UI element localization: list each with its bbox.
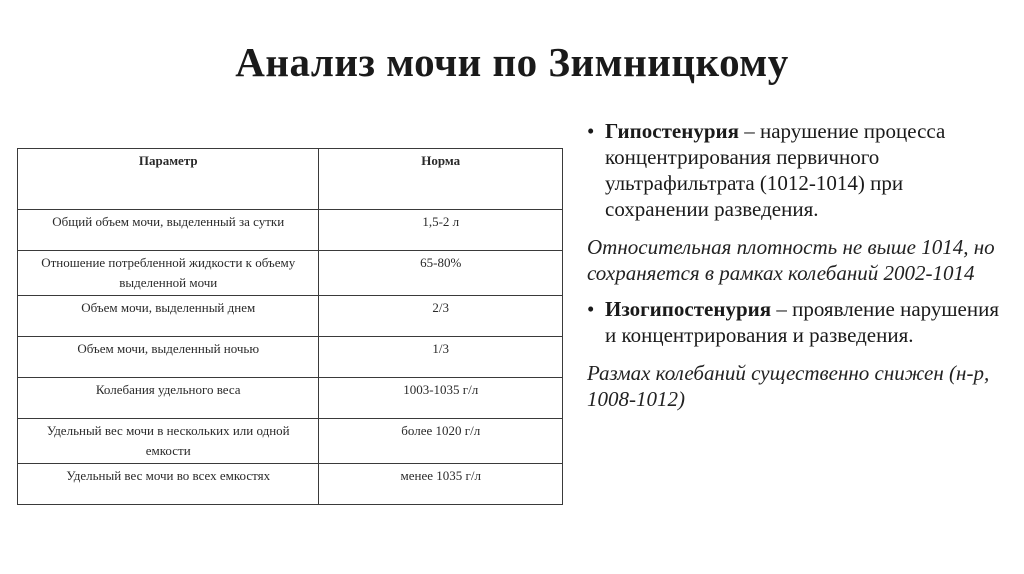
bullet-hyposthenuria bbox=[585, 118, 1005, 222]
parameters-table bbox=[17, 148, 563, 505]
table-cell-parameter: Удельный вес мочи в нескольких или одной емкости bbox=[18, 419, 319, 464]
table-cell-norm: более 1020 г/л bbox=[319, 419, 563, 464]
column-header-norm: Норма bbox=[319, 149, 563, 210]
bullet-term: Гипостенурия bbox=[605, 119, 739, 143]
table-cell-parameter: Удельный вес мочи во всех емкостях bbox=[18, 464, 319, 505]
bullet-note: Относительная плотность не выше 1014, но сохраняется в рамках колебаний 2002-1014 bbox=[587, 235, 995, 285]
table-cell-norm: 1,5-2 л bbox=[319, 210, 563, 251]
table-cell-parameter: Общий объем мочи, выделенный за сутки bbox=[18, 210, 319, 251]
table-cell-norm: 1/3 bbox=[319, 337, 563, 378]
table-row bbox=[18, 210, 563, 251]
table-cell-parameter: Объем мочи, выделенный ночью bbox=[18, 337, 319, 378]
table-cell-norm: 2/3 bbox=[319, 296, 563, 337]
bullet-text: – нарушение процесса концентрирования первичного ультрафильтрата (1012-1014) при сохранении разведения. bbox=[605, 119, 946, 221]
bullet-note: Размах колебаний существенно снижен (н-р, 1008-1012) bbox=[587, 361, 990, 411]
table-cell-norm: 65-80% bbox=[319, 251, 563, 296]
table-row bbox=[18, 296, 563, 337]
table-row bbox=[18, 251, 563, 296]
bullet-text: – проявление нарушения и концентрирования и разведения. bbox=[605, 297, 999, 347]
bullet-dot-icon: • bbox=[587, 119, 595, 143]
table-row bbox=[18, 419, 563, 464]
bullet-dot-icon: • bbox=[587, 297, 595, 321]
table-cell-norm: 1003-1035 г/л bbox=[319, 378, 563, 419]
table-row bbox=[18, 337, 563, 378]
bullet-isohyposthenuria bbox=[585, 296, 1005, 348]
table-cell-parameter: Объем мочи, выделенный днем bbox=[18, 296, 319, 337]
table-row bbox=[18, 378, 563, 419]
column-header-parameter: Параметр bbox=[18, 149, 319, 210]
table-cell-norm: менее 1035 г/л bbox=[319, 464, 563, 505]
bullet-list bbox=[585, 118, 1005, 422]
table-cell-parameter: Отношение потребленной жидкости к объему выделенной мочи bbox=[18, 251, 319, 296]
table-header-row bbox=[18, 149, 563, 210]
bullet-term: Изогипостенурия bbox=[605, 297, 772, 321]
table-row bbox=[18, 464, 563, 505]
slide-title: Анализ мочи по Зимницкому bbox=[235, 39, 789, 85]
table-cell-parameter: Колебания удельного веса bbox=[18, 378, 319, 419]
